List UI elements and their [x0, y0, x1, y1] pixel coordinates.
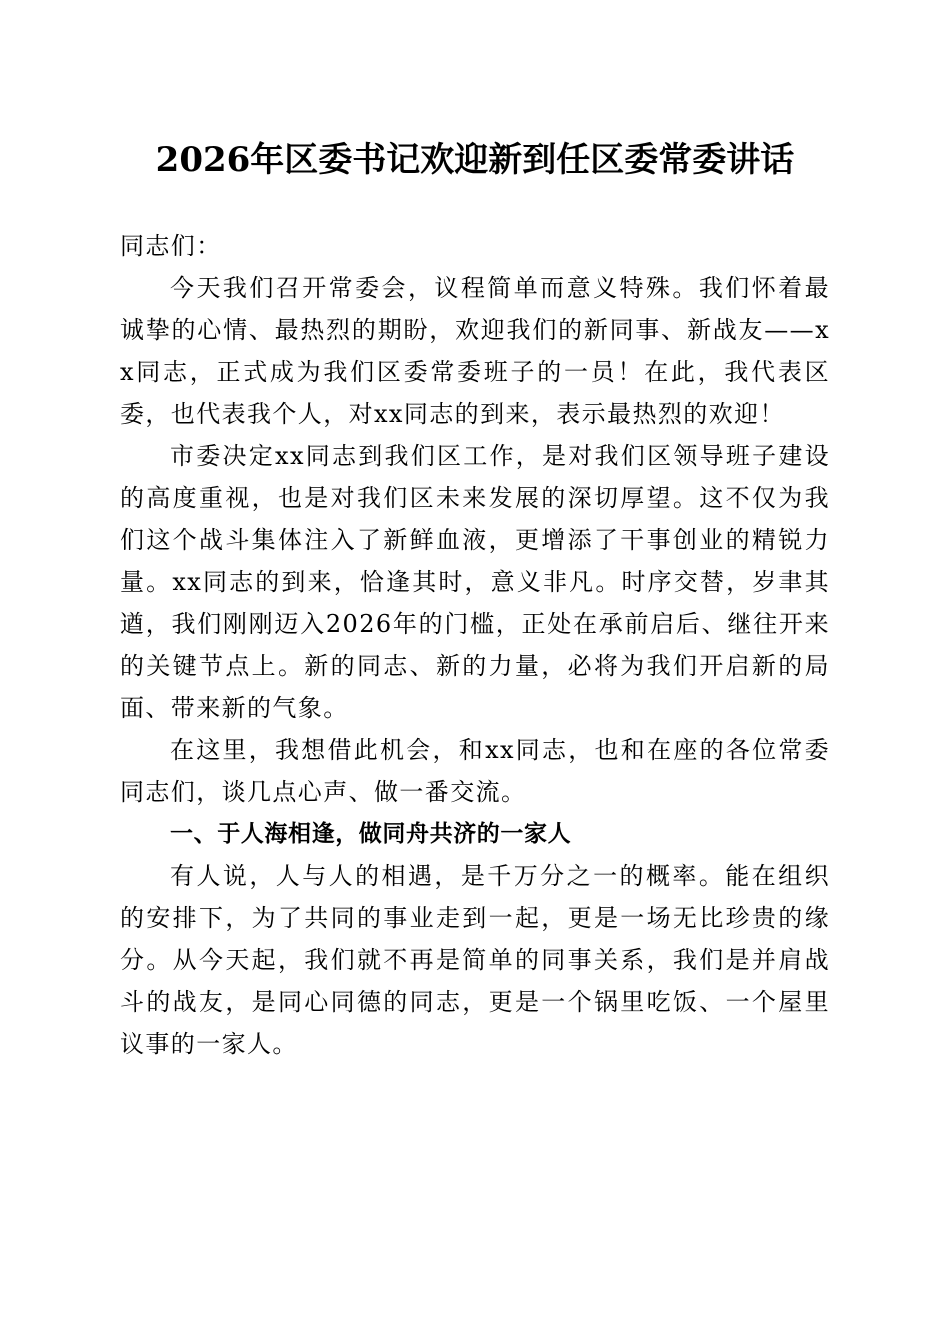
page-title: 2026年区委书记欢迎新到任区委常委讲话 — [155, 140, 795, 180]
section-heading: 一、于人海相逢，做同舟共济的一家人 — [170, 821, 572, 847]
document-body — [120, 225, 830, 1065]
paragraph-3: 在这里，我想借此机会，和xx同志，也和在座的各位常委同志们，谈几点心声、做一番交流。 — [120, 736, 830, 806]
paragraph-1: 今天我们召开常委会，议程简单而意义特殊。我们怀着最诚挚的心情、最热烈的期盼，欢迎我们的新同事、新战友——xx同志，正式成为我们区委常委班子的一员！在此，我代表区委，也代表我个人，对xx同志的到来，表示最热烈的欢迎！ — [120, 274, 830, 428]
section-paragraph-1: 有人说，人与人的相遇，是千万分之一的概率。能在组织的安排下，为了共同的事业走到一起，更是一场无比珍贵的缘分。从今天起，我们就不再是简单的同事关系，我们是并肩战斗的战友，是同心同德的同志，更是一个锅里吃饭、一个屋里议事的一家人。 — [120, 862, 830, 1058]
salutation: 同志们： — [120, 232, 222, 260]
paragraph-2: 市委决定xx同志到我们区工作，是对我们区领导班子建设的高度重视，也是对我们区未来发展的深切厚望。这不仅为我们这个战斗集体注入了新鲜血液，更增添了干事创业的精锐力量。xx同志的到来，恰逢其时，意义非凡。时序交替，岁聿其遒，我们刚刚迈入2026年的门槛，正处在承前启后、继往开来的关键节点上。新的同志、新的力量，必将为我们开启新的局面、带来新的气象。 — [120, 442, 830, 722]
